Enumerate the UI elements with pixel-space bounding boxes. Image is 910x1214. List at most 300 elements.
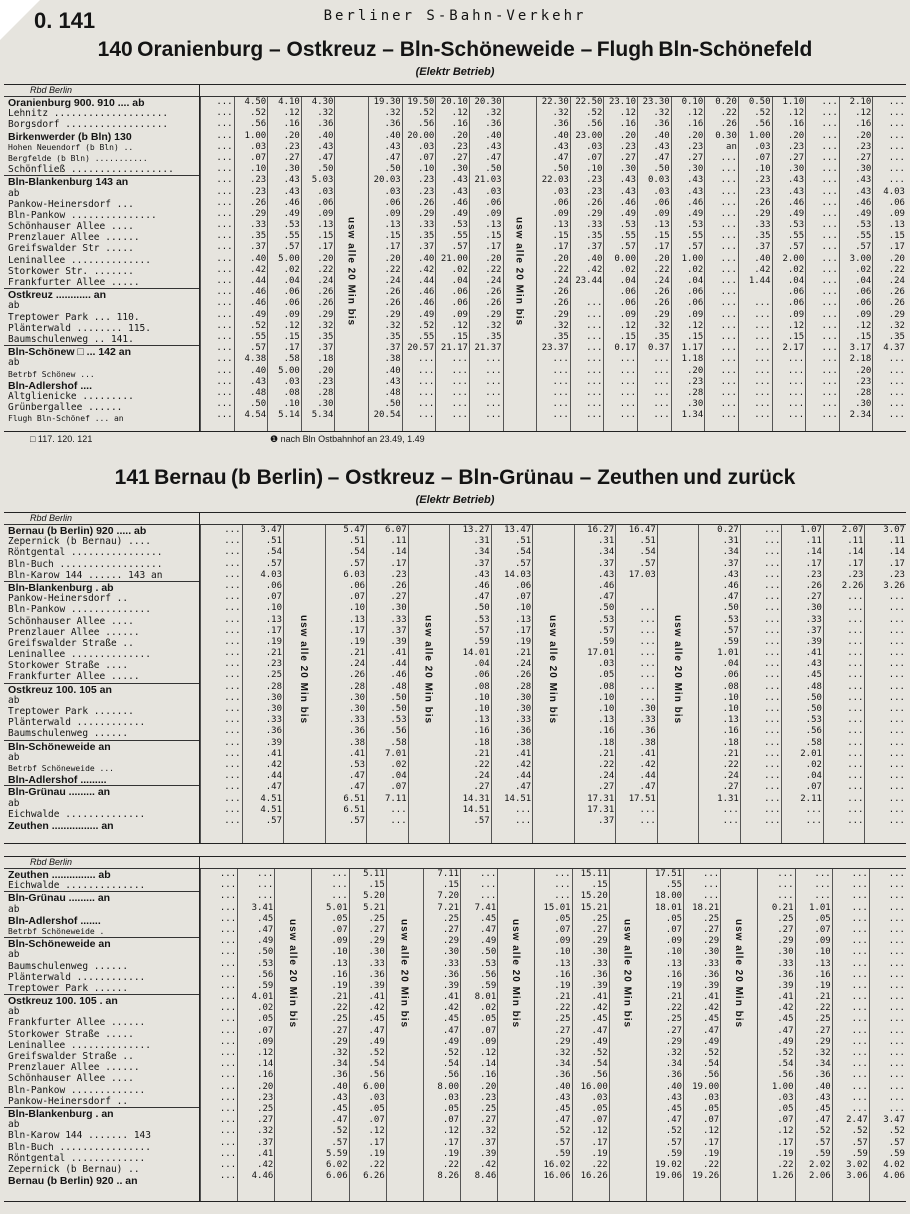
time-cell: .08 [473, 681, 490, 692]
time-cell: .12 [687, 320, 704, 331]
time-cell: .57 [473, 625, 490, 636]
time-cell: .42 [586, 264, 603, 275]
time-cell: .06 [451, 298, 468, 309]
time-cell: 20.10 [440, 97, 468, 107]
time-cell: ... [219, 1059, 237, 1070]
time-cell: ... [805, 804, 822, 815]
time-cell: .07 [514, 592, 532, 603]
time-cell: .32 [554, 1048, 571, 1058]
station-row: Eichwalde .............. [8, 808, 146, 820]
station-row: Betrbf Schönew ... [8, 369, 95, 379]
time-cell: .32 [552, 108, 569, 119]
station-row: Leninallee .............. [8, 649, 151, 661]
time-cell: .26 [485, 298, 502, 309]
time-cell: ... [821, 387, 838, 398]
time-cell: .52 [554, 1126, 571, 1137]
time-cell: .44 [418, 276, 435, 286]
time-cell: .55 [619, 231, 637, 242]
time-cell: ... [586, 354, 603, 365]
time-cell [498, 1093, 535, 1104]
station-row: Ostkreuz 100. 105 an [4, 683, 199, 695]
time-cell: ... [586, 399, 603, 410]
time-cell: ... [224, 603, 241, 614]
time-cell: ... [847, 748, 864, 759]
time-cell: .41 [368, 992, 385, 1003]
time-cell: ... [485, 354, 502, 365]
time-cell: .57 [249, 343, 267, 354]
time-cell: ... [777, 869, 794, 879]
time-cell: .04 [855, 276, 872, 286]
time-cell: .25 [591, 913, 608, 924]
time-cell: .58 [390, 737, 407, 748]
time-cell: .57 [348, 815, 366, 826]
time-cell [284, 592, 326, 603]
time-cell: ... [851, 1092, 868, 1103]
time-cell: .07 [479, 1025, 497, 1036]
time-cell: .49 [777, 1036, 794, 1047]
time-cell: .50 [257, 947, 274, 958]
time-cell: .53 [479, 958, 497, 969]
time-cell: .52 [368, 1048, 385, 1058]
time-cell [721, 1059, 758, 1070]
time-cell: ... [847, 692, 864, 703]
time-cell: ... [888, 771, 905, 782]
time-cell: 4.03 [883, 186, 905, 197]
time-cell: 2.06 [808, 1171, 831, 1182]
time-cell: ... [764, 636, 781, 647]
time-cell: .38 [348, 737, 366, 748]
time-cell: .17 [888, 242, 905, 253]
time-cell: 6.00 [363, 1081, 385, 1092]
time-cell: ... [219, 1014, 237, 1025]
time-cell: .39 [702, 980, 720, 991]
time-cell: ... [847, 636, 864, 647]
time-cell: .17 [348, 625, 366, 636]
time-cell: .40 [552, 130, 569, 141]
time-cell [658, 570, 700, 581]
time-cell: ... [764, 704, 781, 714]
time-cell: ... [219, 1048, 237, 1058]
time-cell: 2.34 [849, 410, 872, 421]
time-cell [533, 570, 575, 581]
time-cell: .32 [888, 320, 905, 331]
time-cell: .05 [442, 1103, 460, 1114]
time-cell [658, 782, 700, 793]
time-cell: .52 [249, 320, 267, 331]
time-cell [504, 198, 538, 209]
interval-note: usw alle 20 Min bis [398, 919, 410, 1029]
train-column [805, 97, 840, 431]
time-cell: ... [821, 410, 838, 421]
interval-note: usw alle 20 Min bis [547, 615, 559, 725]
time-cell: ... [821, 253, 838, 264]
time-cell: 23.30 [642, 97, 670, 107]
time-cell: ... [702, 880, 720, 891]
time-cell [533, 794, 575, 805]
time-cell: .44 [265, 771, 283, 782]
interval-note: usw alle 20 Min bis [422, 615, 434, 725]
time-cell: .57 [514, 558, 532, 569]
time-cell: .24 [473, 771, 490, 782]
time-cell: ... [224, 625, 241, 636]
time-cell: ... [847, 614, 864, 625]
time-cell: 16.02 [543, 1159, 571, 1170]
time-cell: .49 [249, 309, 267, 320]
time-cell [721, 1115, 758, 1126]
time-cell: .37 [754, 242, 771, 253]
time-cell [284, 559, 326, 570]
time-cell: .09 [283, 309, 300, 320]
time-cell: .23 [451, 141, 468, 152]
time-cell: ... [851, 1014, 868, 1025]
time-cell: .19 [265, 636, 283, 647]
time-cell: ... [888, 969, 905, 980]
time-cell: ... [888, 1103, 905, 1114]
time-cell: .53 [390, 715, 407, 726]
time-cell: .09 [485, 208, 502, 219]
time-cell: .53 [722, 614, 739, 625]
time-cell: .37 [390, 625, 407, 636]
time-cell: .46 [418, 298, 435, 309]
time-cell [504, 388, 538, 399]
time-cell [498, 1126, 535, 1137]
time-cell: 14.01 [462, 648, 490, 659]
time-cell: .09 [257, 1036, 274, 1047]
time-cell: .37 [586, 242, 603, 253]
time-cell: ... [216, 141, 233, 152]
station-row: Schönfließ .................. [8, 164, 174, 176]
time-cell: .27 [591, 924, 608, 935]
time-cell: ... [888, 354, 905, 365]
time-cell: .05 [368, 1103, 385, 1114]
time-cell: .29 [777, 936, 794, 947]
station-row: Betrbf Schöneweide . [8, 926, 105, 936]
time-cell: 23.37 [541, 343, 569, 354]
time-cell: 6.51 [343, 804, 366, 815]
interval-note: usw alle 20 Min bis [345, 217, 357, 327]
time-cell: .22 [653, 264, 670, 275]
time-cell: .15 [888, 231, 905, 242]
station-row: ab [8, 949, 20, 961]
time-cell [284, 816, 326, 827]
time-cell: .49 [591, 1036, 608, 1047]
time-cell: .29 [552, 309, 569, 320]
time-cell: .25 [265, 670, 283, 681]
time-cell: ... [851, 958, 868, 969]
station-row: Baumschulenweg .. 141. [8, 333, 134, 345]
time-cell: 0.00 [614, 253, 637, 264]
time-cell: .56 [442, 1070, 460, 1081]
time-cell: .09 [479, 1036, 497, 1047]
time-cell: 8.00 [437, 1081, 460, 1092]
station-row: Pankow-Heinersdorf .. [8, 1095, 129, 1107]
time-cell: .53 [451, 220, 468, 231]
time-cell: .40 [586, 253, 603, 264]
time-cell: .20 [653, 253, 670, 264]
time-cell: .03 [442, 1092, 460, 1103]
time-cell: .52 [754, 108, 771, 119]
time-cell: ... [888, 670, 905, 681]
time-cell: .15 [687, 331, 704, 342]
time-cell [658, 760, 700, 771]
time-cell: .49 [687, 208, 704, 219]
time-cell: .26 [249, 197, 267, 208]
time-cell: ... [754, 365, 771, 376]
time-cell: .52 [586, 108, 603, 119]
time-cell: ... [888, 704, 905, 714]
train-column [469, 97, 504, 431]
time-cell: 23.44 [575, 276, 603, 286]
time-cell: .50 [390, 704, 407, 714]
train-column [402, 97, 437, 431]
time-cell: ... [219, 980, 237, 991]
time-cell: 1.01 [717, 648, 739, 659]
time-cell: .06 [348, 580, 366, 591]
time-cell: .23 [687, 376, 704, 387]
station-row: Greifswalder Straße .. [8, 637, 134, 649]
time-cell [504, 97, 538, 108]
time-cell: .12 [687, 108, 704, 119]
table-140-rbd: Rbd Berlin [4, 85, 199, 97]
time-cell: .45 [331, 1103, 348, 1114]
time-cell: .29 [814, 1036, 831, 1047]
time-cell: .30 [787, 164, 805, 175]
time-cell [275, 1138, 312, 1149]
time-cell: ... [479, 880, 497, 891]
time-cell: ... [720, 309, 737, 320]
time-cell: 7.11 [384, 793, 407, 804]
time-cell: ... [847, 603, 864, 614]
time-cell: ... [847, 648, 864, 659]
time-cell: .32 [384, 108, 401, 119]
time-cell: ... [847, 782, 864, 793]
time-cell: .52 [888, 1126, 905, 1137]
time-cell: .26 [384, 298, 401, 309]
time-cell: .36 [777, 969, 794, 980]
time-cell: .10 [331, 947, 348, 958]
time-cell: .28 [855, 387, 872, 398]
time-cell: .45 [814, 1103, 831, 1114]
time-cell: ... [888, 924, 905, 935]
time-cell: .43 [384, 141, 401, 152]
time-cell [610, 1149, 647, 1160]
time-cell: ... [851, 969, 868, 980]
time-cell: ... [888, 913, 905, 924]
time-cell [498, 1059, 535, 1070]
time-cell: ... [219, 958, 237, 969]
time-cell: ... [888, 902, 905, 913]
time-cell: .41 [514, 748, 532, 759]
time-cell [409, 547, 451, 558]
time-cell: ... [418, 399, 435, 410]
time-cell: .13 [485, 220, 502, 231]
time-cell: .27 [665, 1025, 683, 1036]
time-cell: .13 [814, 958, 831, 969]
time-cell: .51 [639, 536, 656, 547]
time-cell: ... [821, 264, 838, 275]
time-cell: .22 [702, 1159, 720, 1170]
time-cell: .09 [331, 936, 348, 947]
time-cell: .39 [777, 980, 794, 991]
time-cell: ... [851, 913, 868, 924]
time-cell: .19 [368, 1148, 385, 1159]
time-cell: .49 [442, 1036, 460, 1047]
time-cell: .15 [552, 231, 569, 242]
interval-note: usw alle 20 Min bis [510, 919, 522, 1029]
station-row: Bln-Schönew □ ... 142 an [4, 345, 199, 357]
time-cell: .13 [653, 220, 670, 231]
time-cell: 4.02 [883, 1159, 905, 1170]
time-cell: .48 [249, 387, 267, 398]
time-cell [275, 869, 312, 880]
time-cell: ... [216, 298, 233, 309]
station-row: Pankow-Heinersdorf .. [8, 593, 129, 605]
time-cell: .46 [390, 670, 407, 681]
train-column [491, 525, 534, 843]
time-cell: .47 [485, 152, 502, 163]
time-cell: .49 [283, 208, 300, 219]
time-cell: .19 [777, 1148, 794, 1159]
station-row: Leninallee .............. [8, 1039, 151, 1051]
time-cell: ... [216, 376, 233, 387]
time-cell: .24 [552, 276, 569, 286]
time-cell: .28 [265, 681, 283, 692]
time-cell: ... [851, 1081, 868, 1092]
time-cell: ... [888, 715, 905, 726]
time-cell: ... [219, 1137, 237, 1148]
station-row: Schönhauser Allee .... [8, 1073, 134, 1085]
time-cell [275, 1104, 312, 1115]
time-cell: ... [851, 992, 868, 1003]
time-cell: .13 [665, 958, 683, 969]
time-cell: .34 [473, 547, 490, 558]
time-cell: ... [821, 231, 838, 242]
time-cell: .31 [473, 536, 490, 547]
time-cell [409, 592, 451, 603]
time-cell: ... [219, 880, 237, 891]
time-cell: .28 [348, 681, 366, 692]
time-cell: ... [720, 186, 737, 197]
time-cell: .19 [348, 636, 366, 647]
time-cell: .36 [442, 969, 460, 980]
time-cell: .27 [390, 592, 407, 603]
time-cell: .40 [814, 1081, 831, 1092]
time-cell: .46 [418, 287, 435, 298]
time-cell: .41 [639, 748, 656, 759]
time-cell: .06 [653, 197, 670, 208]
time-cell: ... [888, 793, 905, 804]
time-cell: .29 [554, 1036, 571, 1047]
time-cell: .24 [888, 276, 905, 286]
train-column [237, 869, 275, 1201]
time-cell: 17.51 [654, 869, 683, 879]
time-cell: .22 [442, 1159, 460, 1170]
time-cell: ... [390, 804, 407, 815]
running-head: Berliner S-Bahn-Verkehr [323, 8, 587, 24]
time-cell: ... [653, 365, 670, 376]
time-cell: .17 [514, 625, 532, 636]
time-cell: .32 [552, 320, 569, 331]
time-cell [387, 880, 424, 891]
time-cell: .17 [442, 1137, 460, 1148]
time-cell: .27 [283, 152, 300, 163]
time-cell: .23 [687, 141, 704, 152]
time-cell: 21.37 [474, 343, 502, 354]
time-cell: .37 [257, 1137, 274, 1148]
time-cell: 2.18 [849, 354, 872, 365]
time-cell: .17 [653, 242, 670, 253]
time-cell: .50 [317, 164, 334, 175]
time-cell: .11 [847, 536, 864, 547]
time-cell: .55 [418, 331, 435, 342]
time-cell: ... [720, 264, 737, 275]
time-cell: .27 [368, 924, 385, 935]
time-cell [610, 1171, 647, 1182]
time-cell: ... [847, 759, 864, 770]
time-cell: .29 [485, 309, 502, 320]
station-row: Prenzlauer Allee ...... [8, 232, 140, 244]
time-cell: ... [639, 636, 656, 647]
time-cell [409, 816, 451, 827]
time-cell: ... [331, 869, 348, 879]
time-cell: .23 [586, 175, 603, 186]
time-cell: .09 [888, 208, 905, 219]
time-cell: .52 [814, 1126, 831, 1137]
train-column [274, 869, 312, 1201]
time-cell: .20 [619, 130, 637, 141]
interval-note: usw alle 20 Min bis [621, 919, 633, 1029]
time-cell: .43 [722, 569, 739, 580]
station-row: Altglienicke ......... [8, 390, 134, 402]
time-cell: .36 [265, 726, 283, 737]
time-cell: ... [219, 936, 237, 947]
time-cell: .26 [552, 287, 569, 298]
time-cell: .53 [619, 220, 637, 231]
time-cell: .18 [722, 737, 739, 748]
time-cell: ... [764, 648, 781, 659]
time-cell: .55 [249, 331, 267, 342]
time-cell: .16 [855, 119, 872, 130]
time-cell: ... [888, 130, 905, 141]
time-cell: .41 [805, 648, 822, 659]
time-cell: ... [720, 253, 737, 264]
train-column [671, 97, 706, 431]
time-cell: .11 [390, 536, 407, 547]
station-row: Bln-Blankenburg . an [4, 1107, 199, 1119]
time-cell: .04 [451, 276, 468, 286]
time-cell: .59 [665, 1148, 683, 1159]
time-cell: .24 [348, 659, 366, 670]
time-cell [721, 891, 758, 902]
time-cell: ... [224, 771, 241, 782]
time-cell: .02 [805, 759, 822, 770]
train-column [738, 97, 773, 431]
time-cell: .56 [479, 969, 497, 980]
time-cell: .40 [754, 253, 771, 264]
time-cell: .16 [665, 969, 683, 980]
time-cell: .16 [257, 1070, 274, 1081]
time-cell: ... [764, 681, 781, 692]
time-cell [498, 1104, 535, 1115]
time-cell [275, 880, 312, 891]
time-cell: .36 [514, 726, 532, 737]
time-cell: 6.02 [325, 1159, 348, 1170]
time-cell: 3.07 [883, 525, 905, 535]
time-cell: ... [720, 164, 737, 175]
station-row: Bergfelde (b Bln) ........... [8, 153, 148, 163]
time-cell: ... [720, 197, 737, 208]
time-cell: .03 [283, 376, 300, 387]
